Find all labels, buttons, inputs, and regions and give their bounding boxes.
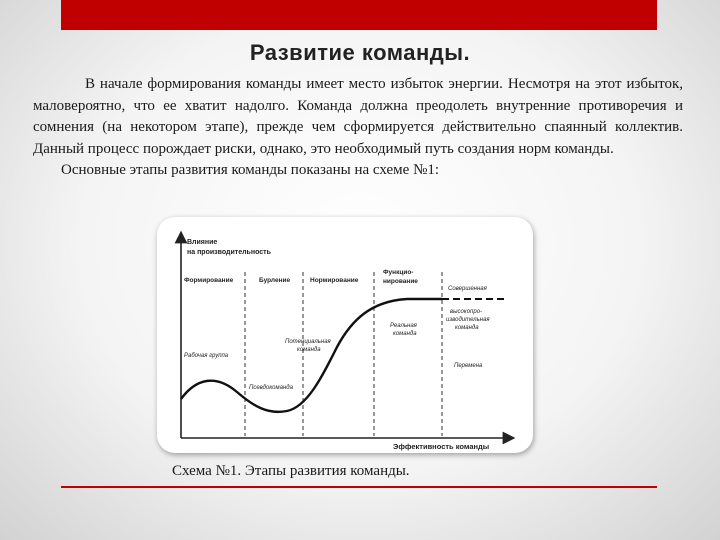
label-pseudo-team: Псевдокоманда <box>249 385 293 391</box>
paragraph-2: Основные этапы развития команды показаны на схеме №1: <box>61 162 440 178</box>
x-axis-label: Эффективность команды <box>393 442 490 451</box>
diagram-svg <box>157 217 533 453</box>
label-change: Перемена <box>454 363 483 369</box>
label-real-team-1: Реальная <box>390 323 417 329</box>
stage-label-storming: Бурление <box>259 277 291 284</box>
stage-label-performing-1: Функцио- <box>383 269 414 276</box>
team-development-diagram <box>157 217 533 453</box>
y-axis-label-2: на производительность <box>187 249 271 256</box>
label-perfect-team: Совершенная <box>448 286 487 292</box>
label-working-group: Рабочая группа <box>184 353 229 359</box>
body-text <box>33 74 683 182</box>
label-high-performance-2: изводительная <box>446 317 490 323</box>
label-potential-team-2: команда <box>297 347 321 353</box>
bottom-accent-line <box>61 486 657 488</box>
stage-label-forming: Формирование <box>184 277 234 284</box>
y-axis-label-1: Влияние <box>187 239 218 246</box>
diagram-caption: Схема №1. Этапы развития команды. <box>172 463 410 479</box>
label-real-team-2: команда <box>393 331 417 337</box>
label-high-performance-1: высокопро- <box>450 309 483 315</box>
label-potential-team-1: Потенциальная <box>285 339 331 345</box>
paragraph-1: В начале формирования команды имеет место избыток энергии. Несмотря на этот избыток, маловероятно, что ее хватит надолго. Команда должна преодолеть внутренние противоречия и сомнения (на некотором этапе), прежде чем сформируется действительно спаянный коллектив. Данный процесс порождает риски, однако, это необходимый путь создания норм команды. <box>33 76 683 157</box>
top-accent-bar <box>61 0 657 30</box>
label-high-performance-3: команда <box>455 325 479 331</box>
page-title: Развитие команды. <box>249 40 471 65</box>
stage-label-performing-2: нирование <box>383 278 418 285</box>
stage-label-norming: Нормирование <box>310 277 359 284</box>
